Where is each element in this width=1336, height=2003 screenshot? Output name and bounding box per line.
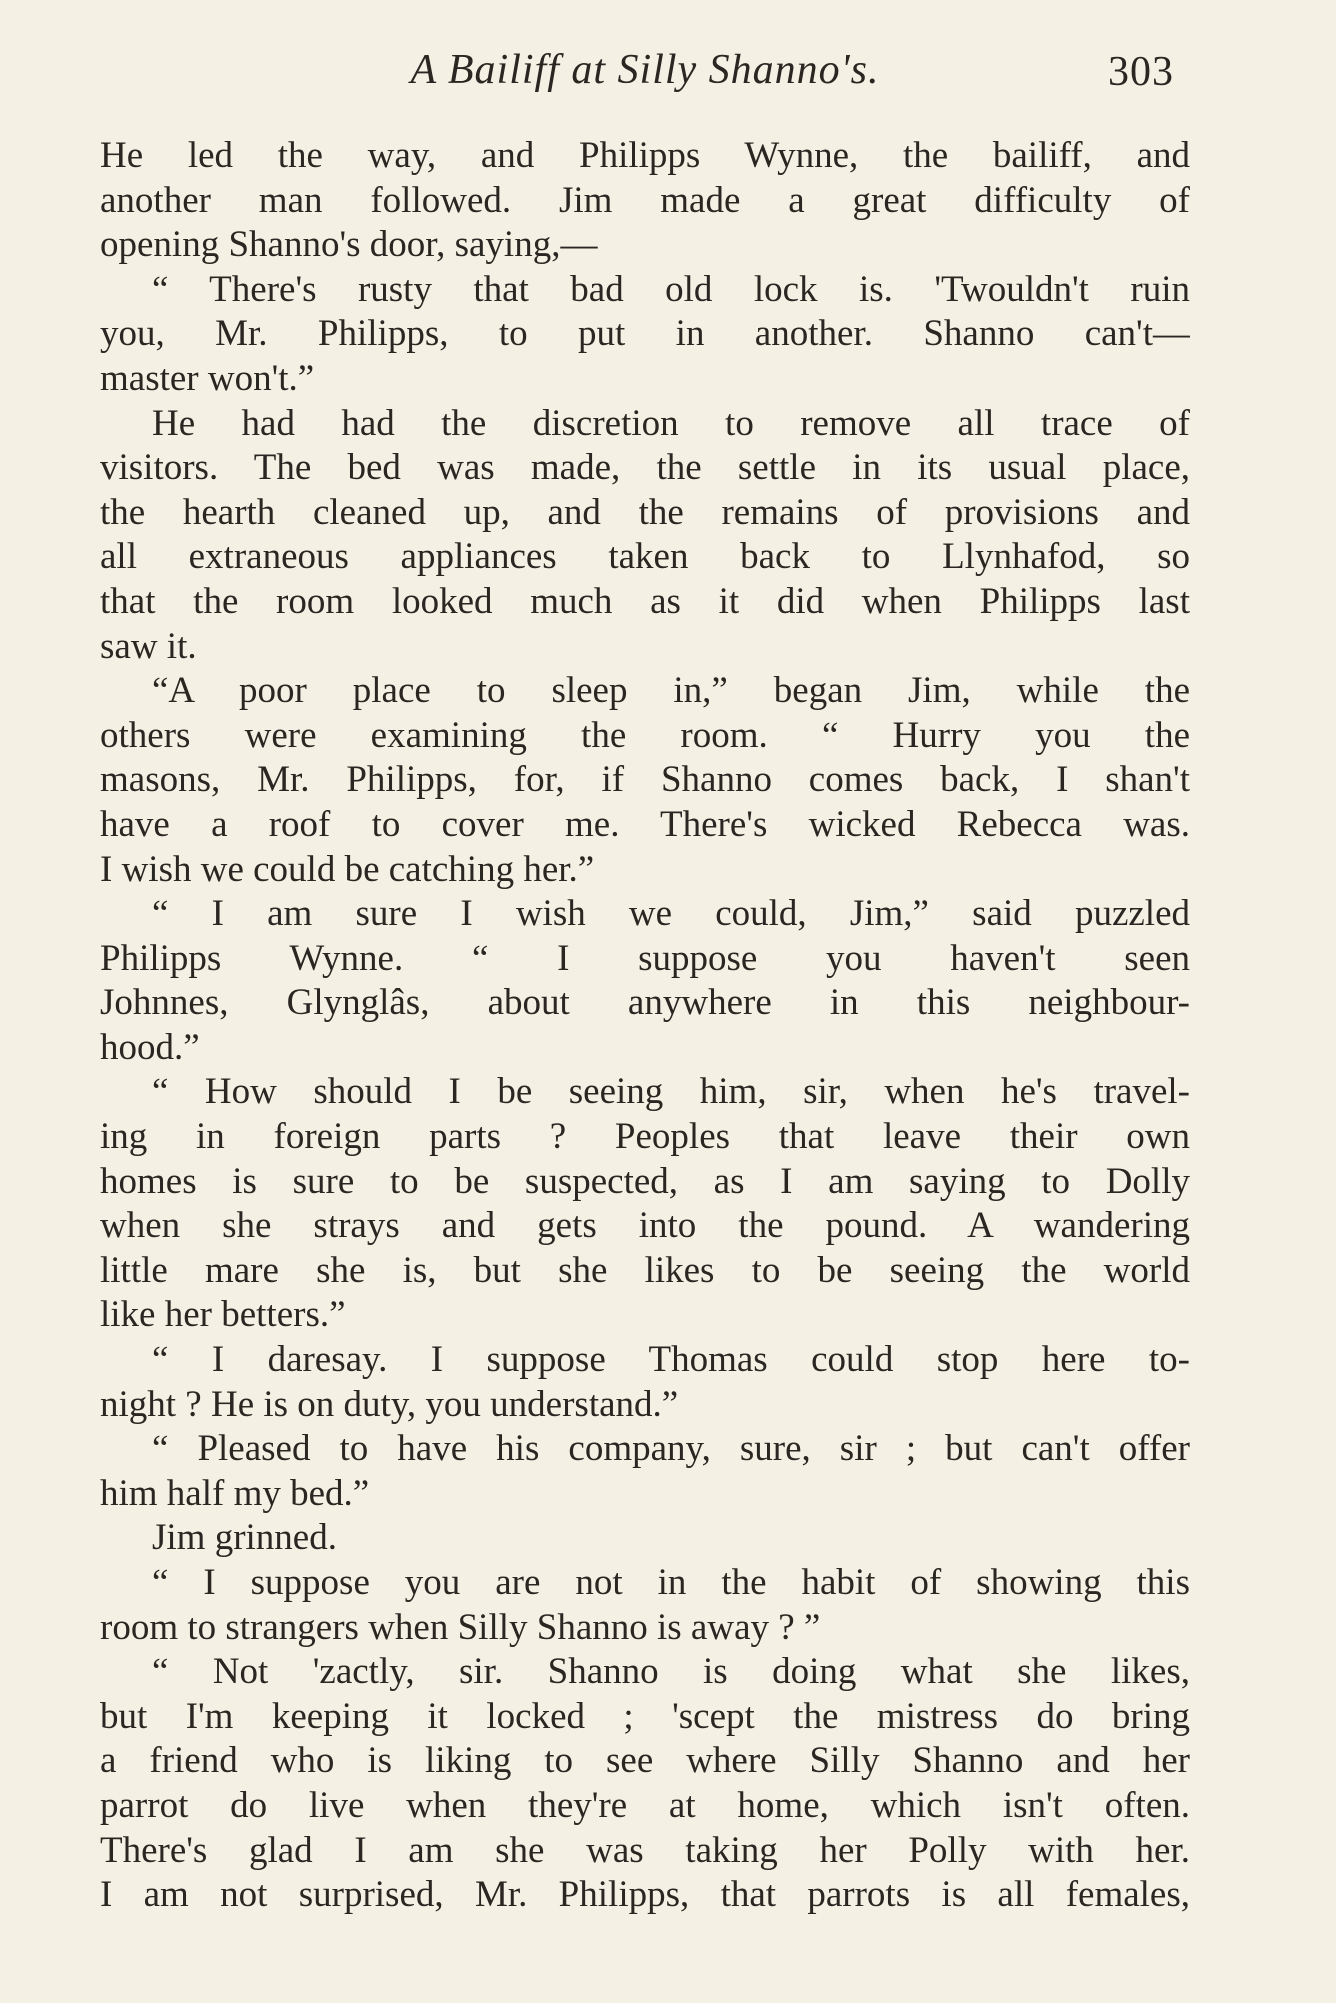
text-line: you, Mr. Philipps, to put in another. Shanno can't— [100, 313, 1190, 355]
text-line: He had had the discretion to remove all trace of [152, 402, 1190, 444]
text-line: hood.” [100, 1026, 200, 1068]
text-line: room to strangers when Silly Shanno is away ? ” [100, 1606, 821, 1648]
text-line: “ I am sure I wish we could, Jim,” said puzzled [152, 893, 1190, 935]
text-line: “ How should I be seeing him, sir, when he's travel- [152, 1071, 1190, 1113]
text-line: “ I suppose you are not in the habit of showing this [152, 1562, 1190, 1603]
text-line: I wish we could be catching her.” [100, 848, 595, 890]
text-line: He led the way, and Philipps Wynne, the bailiff, and [100, 135, 1190, 176]
text-line: Johnnes, Glynglâs, about anywhere in this neighbour- [100, 982, 1190, 1024]
text-line: but I'm keeping it locked ; 'scept the mistress do bring [100, 1695, 1190, 1737]
text-line: night ? He is on duty, you understand.” [100, 1383, 679, 1425]
text-line: have a roof to cover me. There's wicked Rebecca was. [100, 803, 1190, 845]
text-line: Philipps Wynne. “ I suppose you haven't seen [100, 937, 1190, 979]
text-line: masons, Mr. Philipps, for, if Shanno comes back, I shan't [100, 759, 1190, 801]
text-line: “ There's rusty that bad old lock is. 'Twouldn't ruin [152, 268, 1190, 310]
text-line: I am not surprised, Mr. Philipps, that parrots is all females, [100, 1874, 1190, 1916]
text-line: like her betters.” [100, 1294, 346, 1336]
text-line: another man followed. Jim made a great difficulty of [100, 179, 1190, 221]
text-line: Jim grinned. [152, 1517, 337, 1559]
text-line: opening Shanno's door, saying,— [100, 224, 598, 266]
text-line: visitors. The bed was made, the settle in its usual place, [100, 447, 1190, 489]
text-line: a friend who is liking to see where Silly Shanno and her [100, 1740, 1190, 1782]
running-title: A Bailiff at Silly Shanno's. [410, 47, 880, 93]
text-line: saw it. [100, 625, 197, 667]
text-line: all extraneous appliances taken back to Llynhafod, so [100, 536, 1190, 578]
text-line: that the room looked much as it did when Philipps last [100, 580, 1190, 622]
text-line: “ Pleased to have his company, sure, sir ; but can't offer [152, 1428, 1190, 1470]
text-line: “ I daresay. I suppose Thomas could stop here to- [152, 1339, 1190, 1381]
text-line: the hearth cleaned up, and the remains of provisions and [100, 491, 1190, 533]
text-line: parrot do live when they're at home, which isn't often. [100, 1784, 1190, 1826]
page-number: 303 [1108, 49, 1174, 95]
body-text [100, 134, 1190, 1918]
text-line: master won't.” [100, 357, 315, 399]
text-line: little mare she is, but she likes to be seeing the world [100, 1249, 1190, 1291]
text-line: ing in foreign parts ? Peoples that leave their own [100, 1116, 1190, 1158]
text-line: “A poor place to sleep in,” began Jim, while the [152, 670, 1190, 712]
text-line: There's glad I am she was taking her Polly with her. [100, 1829, 1190, 1871]
text-line: when she strays and gets into the pound. A wandering [100, 1205, 1190, 1247]
text-line: “ Not 'zactly, sir. Shanno is doing what she likes, [152, 1651, 1190, 1693]
text-line: him half my bed.” [100, 1472, 370, 1514]
text-line: others were examining the room. “ Hurry you the [100, 714, 1190, 756]
text-line: homes is sure to be suspected, as I am saying to Dolly [100, 1160, 1190, 1202]
